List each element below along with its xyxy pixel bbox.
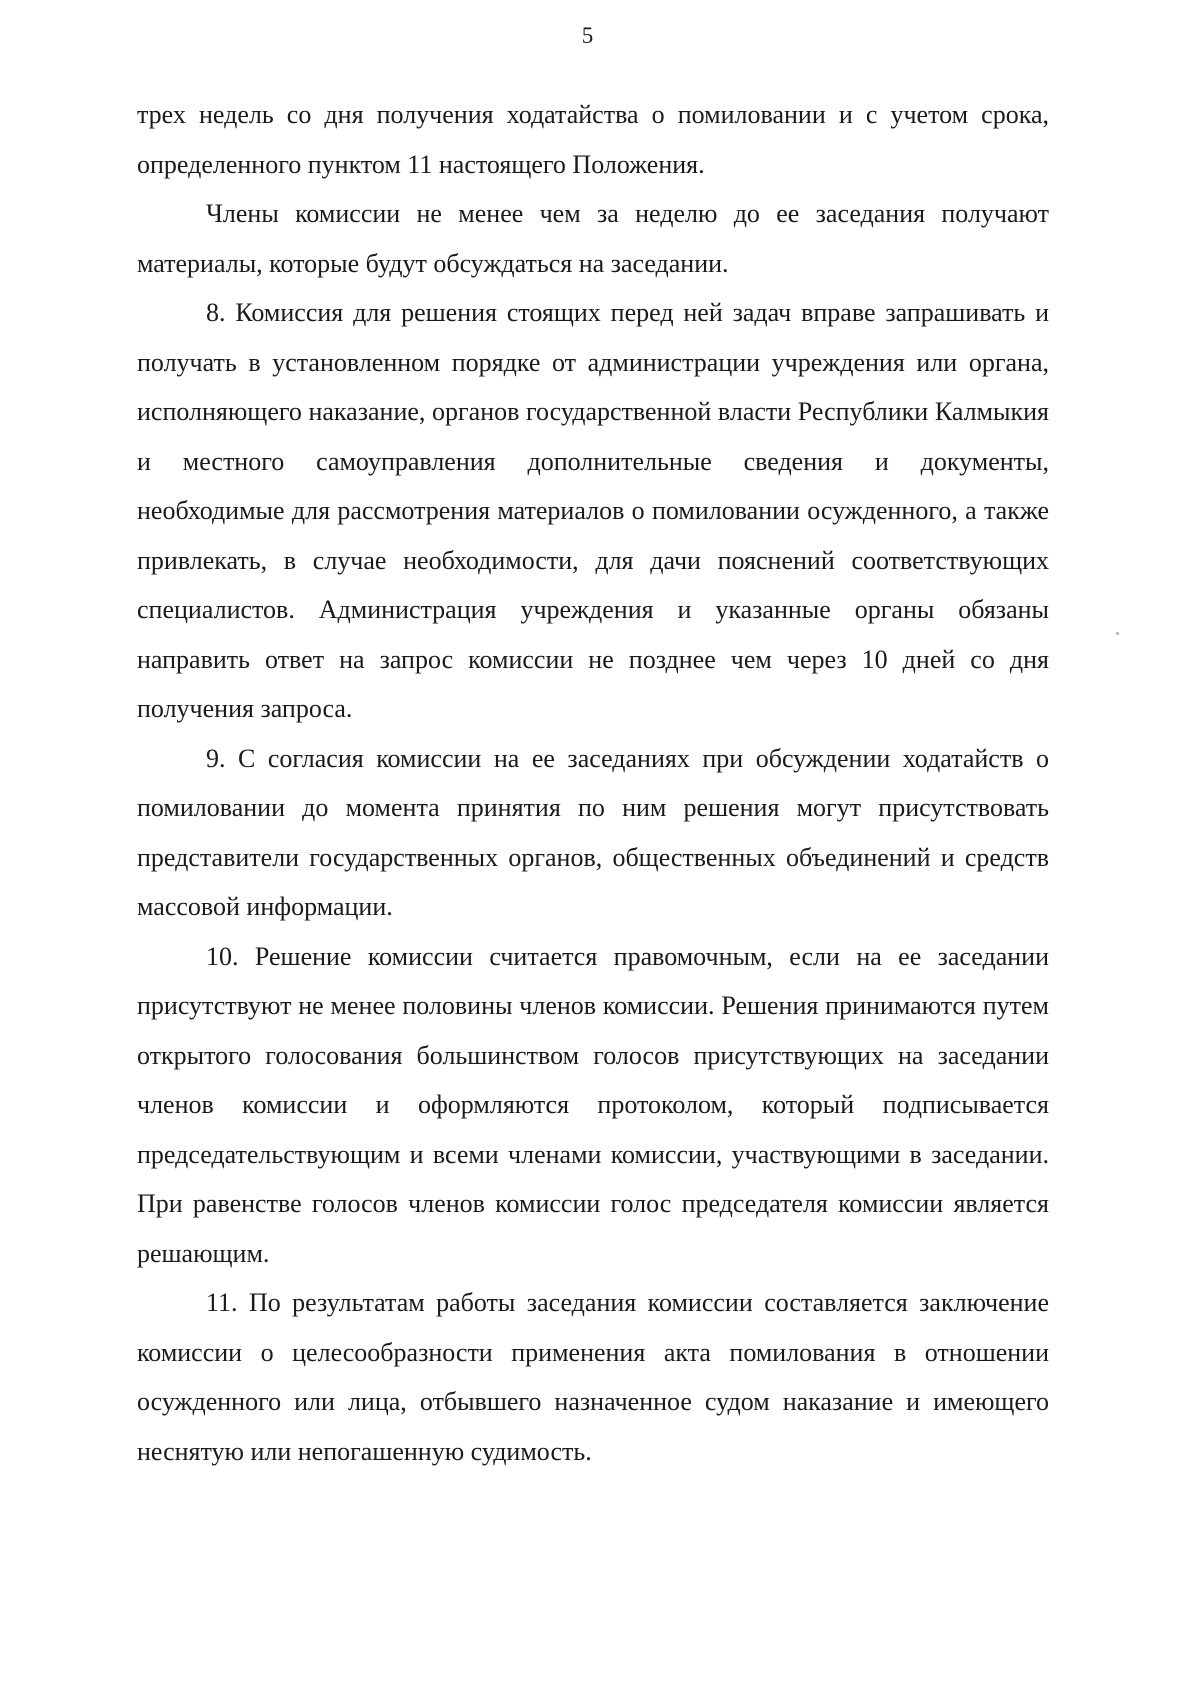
document-body <box>137 90 1049 1476</box>
paragraph-clause-8: 8. Комиссия для решения стоящих перед ней задач вправе запрашивать и получать в установленном порядке от администрации учреждения или органа, исполняющего наказание, органов государственной власти Республики Калмыкия и местного самоуправления дополнительные сведения и документы, необходимые для рассмотрения материалов о помиловании осужденного, а также привлекать, в случае необходимости, для дачи пояснений соответствующих специалистов. Администрация учреждения и указанные органы обязаны направить ответ на запрос комиссии не позднее чем через 10 дней со дня получения запроса. <box>137 298 1049 723</box>
paragraph-clause-9: 9. С согласия комиссии на ее заседаниях при обсуждении ходатайств о помиловании до момента принятия по ним решения могут присутствовать представители государственных органов, общественных объединений и средств массовой информации. <box>137 743 1049 921</box>
page-number: 5 <box>581 23 594 48</box>
scan-artifact <box>1116 632 1119 635</box>
paragraph-members-materials: Члены комиссии не менее чем за неделю до ее заседания получают материалы, которые будут обсуждаться на заседании. <box>137 199 1049 278</box>
paragraph-clause-11: 11. По результатам работы заседания комиссии составляется заключение комиссии о целесообразности применения акта помилования в отношении осужденного или лица, отбывшего назначенное судом наказание и имеющего неснятую или непогашенную судимость. <box>137 1288 1049 1466</box>
paragraph-continuation: трех недель со дня получения ходатайства о помиловании и с учетом срока, определенного пунктом 11 настоящего Положения. <box>137 100 1049 179</box>
paragraph-clause-10: 10. Решение комиссии считается правомочным, если на ее заседании присутствуют не менее половины членов комиссии. Решения принимаются путем открытого голосования большинством голосов присутствующих на заседании членов комиссии и оформляются протоколом, который подписывается председательствующим и всеми членами комиссии, участвующими в заседании. При равенстве голосов членов комиссии голос председателя комиссии является решающим. <box>137 941 1049 1268</box>
